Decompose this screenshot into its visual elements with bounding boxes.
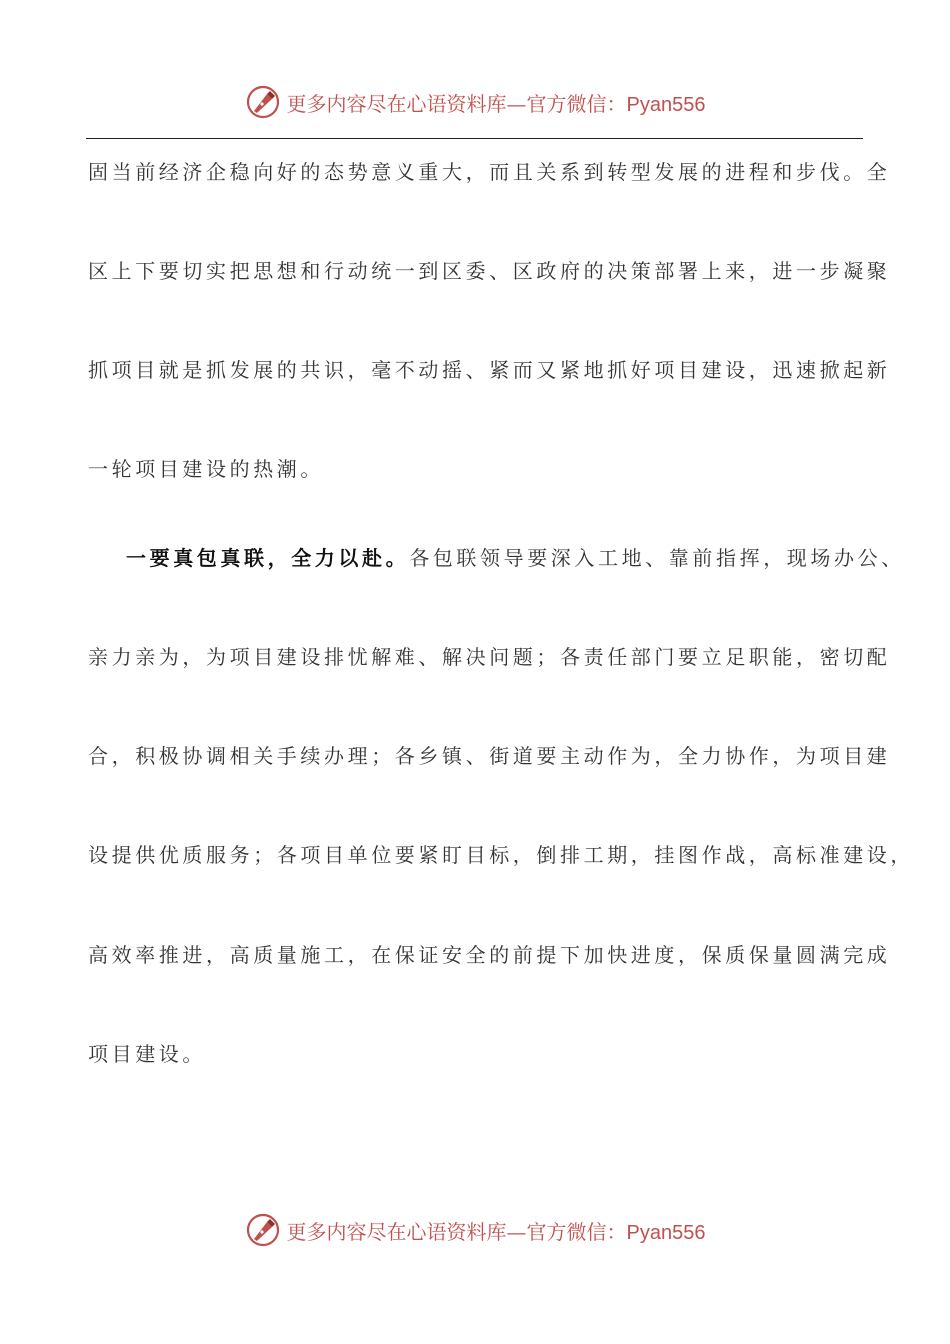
- text-line: 一轮项目建设的热潮。: [88, 457, 324, 481]
- footer-banner-text: 更多内容尽在心语资料库—官方微信：Pyan556: [286, 1219, 706, 1244]
- text-line: 区上下要切实把思想和行动统一到区委、区政府的决策部署上来，进一步凝聚: [88, 259, 891, 283]
- paragraph-heading: 一要真包真联，全力以赴。: [126, 546, 410, 570]
- footer-banner-handle: Pyan556: [626, 1221, 706, 1244]
- text-line: 固当前经济企稳向好的态势意义重大，而且关系到转型发展的进程和步伐。全: [88, 160, 891, 184]
- header-banner: [0, 80, 950, 124]
- text-line: 项目建设。: [88, 1042, 206, 1066]
- text-line: 设提供优质服务；各项目单位要紧盯目标，倒排工期，挂图作战，高标准建设，: [88, 843, 914, 867]
- header-banner-text: 更多内容尽在心语资料库—官方微信：Pyan556: [286, 91, 706, 116]
- paragraph-lead-rest: 各包联领导要深入工地、靠前指挥，现场办公、: [409, 546, 905, 570]
- pen-nib-logo-icon: [245, 1212, 281, 1248]
- text-line: 抓项目就是抓发展的共识，毫不动摇、紧而又紧地抓好项目建设，迅速掀起新: [88, 358, 891, 382]
- header-banner-handle: Pyan556: [626, 93, 706, 116]
- text-line: 亲力亲为，为项目建设排忧解难、解决问题；各责任部门要立足职能，密切配: [88, 645, 891, 669]
- pen-nib-logo-icon: [245, 84, 281, 120]
- text-line: 高效率推进，高质量施工，在保证安全的前提下加快进度，保质保量圆满完成: [88, 943, 891, 967]
- paragraph-lead-line: [126, 536, 905, 580]
- header-divider: [86, 138, 863, 139]
- footer-banner: [0, 1208, 950, 1252]
- text-line: 合，积极协调相关手续办理；各乡镇、街道要主动作为，全力协作，为项目建: [88, 744, 891, 768]
